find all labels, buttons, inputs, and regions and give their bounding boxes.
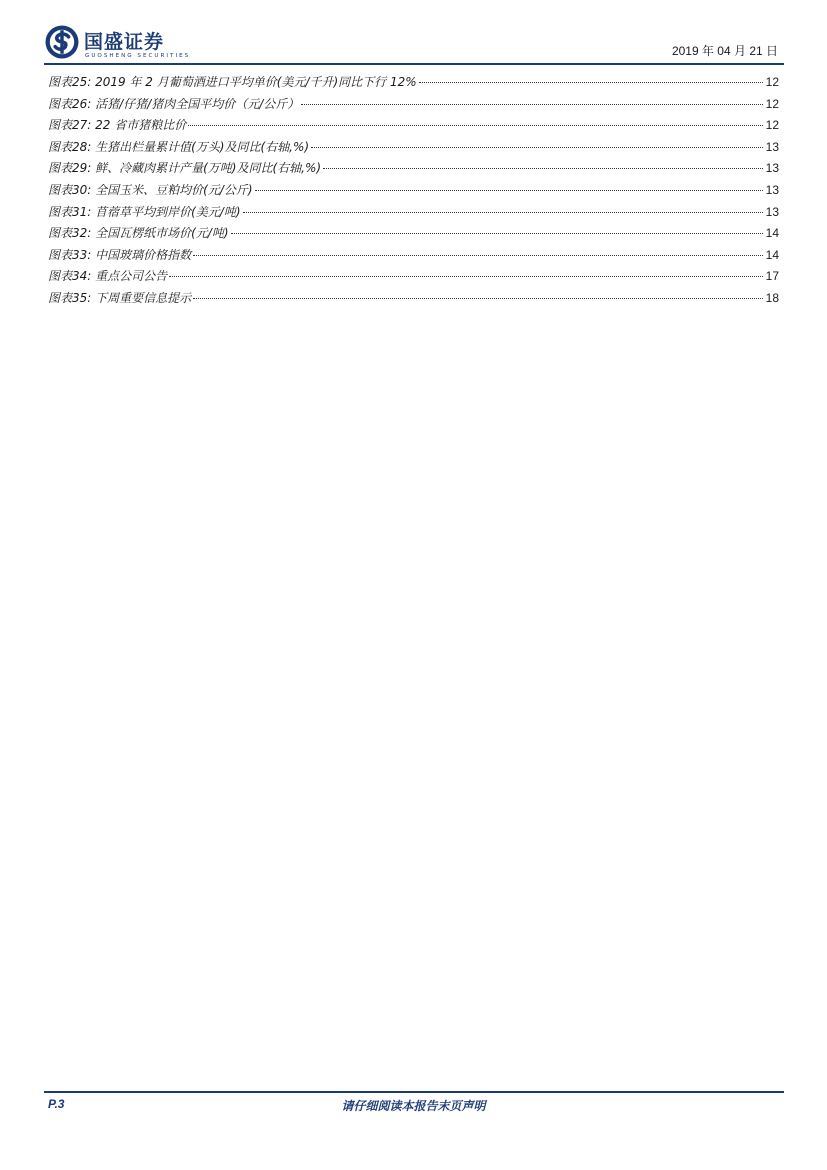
toc-entry-page: 17 <box>765 269 779 284</box>
toc-entry[interactable] <box>48 267 779 289</box>
toc-leader-dots <box>323 168 763 169</box>
toc-entry[interactable] <box>48 246 779 268</box>
toc-leader-dots <box>311 147 763 148</box>
toc-leader-dots <box>169 276 763 277</box>
toc-entry[interactable] <box>48 159 779 181</box>
toc-entry[interactable] <box>48 289 779 311</box>
figure-list <box>48 73 779 311</box>
disclaimer-note: 请仔细阅读本报告末页声明 <box>341 1099 486 1113</box>
toc-entry[interactable] <box>48 116 779 138</box>
toc-entry-label: 图表30: 全国玉米、豆粕均价(元/公斤) <box>48 182 253 197</box>
toc-entry-page: 13 <box>765 139 779 154</box>
toc-leader-dots <box>301 104 762 105</box>
toc-entry-label: 图表29: 鲜、冷藏肉累计产量(万吨)及同比(右轴,%) <box>48 161 322 176</box>
toc-leader-dots <box>243 212 763 213</box>
toc-entry[interactable] <box>48 73 779 95</box>
toc-entry[interactable] <box>48 138 779 160</box>
toc-entry-label: 图表35: 下周重要信息提示 <box>48 290 192 305</box>
toc-entry[interactable] <box>48 95 779 117</box>
toc-entry[interactable] <box>48 181 779 203</box>
toc-leader-dots <box>419 82 763 83</box>
toc-leader-dots <box>188 125 762 126</box>
toc-entry-page: 12 <box>765 96 779 111</box>
toc-entry-label: 图表31: 苜蓿草平均到岸价(美元/吨) <box>48 204 241 219</box>
toc-entry-label: 图表26: 活猪/仔猪/猪肉全国平均价（元/公斤） <box>48 96 300 111</box>
toc-entry-label: 图表28: 生猪出栏量累计值(万头)及同比(右轴,%) <box>48 139 310 154</box>
toc-entry-page: 12 <box>765 75 779 89</box>
brand-logo-icon <box>44 24 80 60</box>
page-header <box>44 24 784 64</box>
toc-entry-page: 14 <box>765 226 779 241</box>
toc-entry-label: 图表33: 中国玻璃价格指数 <box>48 247 192 262</box>
footer-divider <box>44 1091 784 1093</box>
toc-entry[interactable] <box>48 224 779 246</box>
toc-leader-dots <box>255 190 763 191</box>
toc-entry-label: 图表25: 2019 年 2 月葡萄酒进口平均单价(美元/千升)同比下行 12% <box>48 75 417 89</box>
toc-entry[interactable] <box>48 203 779 225</box>
toc-entry-page: 14 <box>765 247 779 262</box>
header-divider <box>44 63 784 65</box>
brand-name-cn: 国盛证券 <box>84 31 165 53</box>
toc-leader-dots <box>193 255 763 256</box>
toc-entry-label: 图表32: 全国瓦楞纸市场价(元/吨) <box>48 226 229 241</box>
toc-entry-page: 13 <box>765 161 779 176</box>
toc-entry-page: 12 <box>765 118 779 133</box>
toc-entry-label: 图表34: 重点公司公告 <box>48 269 168 284</box>
toc-entry-page: 18 <box>765 290 779 305</box>
toc-leader-dots <box>231 233 763 234</box>
brand-name-en: GUOSHENG SECURITIES <box>85 53 191 59</box>
toc-entry-page: 13 <box>765 204 779 219</box>
toc-entry-label: 图表27: 22 省市猪粮比价 <box>48 118 187 133</box>
page-number: P.3 <box>48 1097 65 1111</box>
report-date: 2019 年 04 月 21 日 <box>671 44 778 58</box>
toc-entry-page: 13 <box>765 182 779 197</box>
toc-leader-dots <box>193 298 763 299</box>
